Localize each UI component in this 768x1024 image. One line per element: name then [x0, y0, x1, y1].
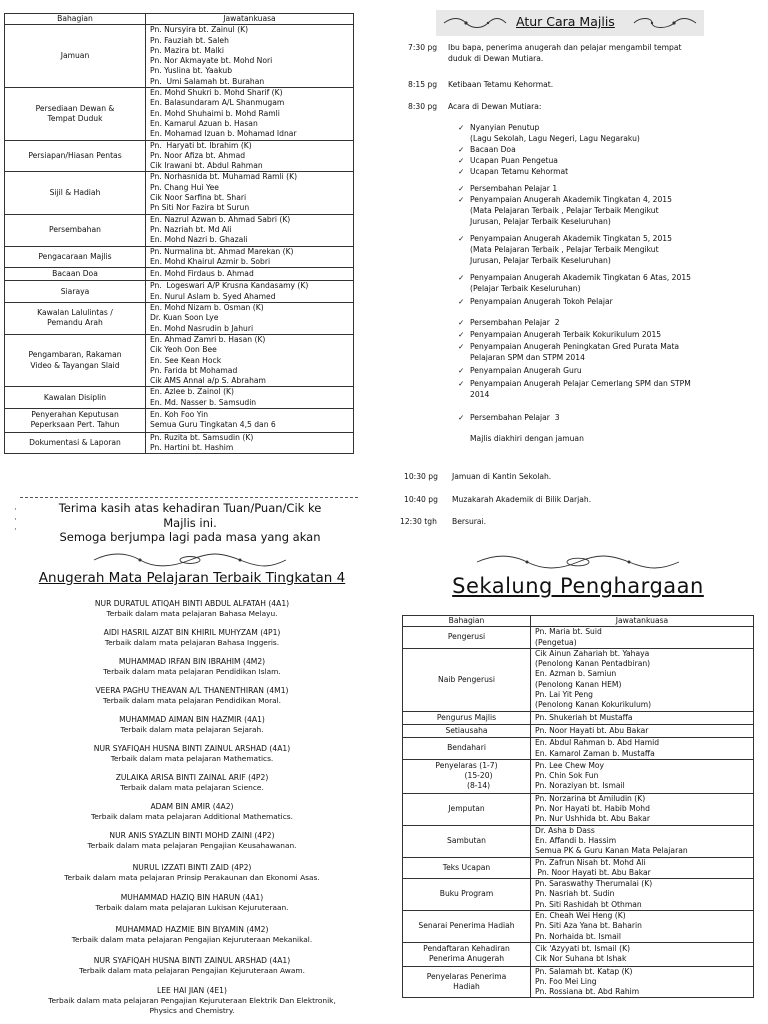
programme-text: Muzakarah Akademik di Bilik Darjah.	[452, 495, 592, 504]
award-description: Terbaik dalam mata pelajaran Science.	[120, 783, 264, 792]
members-cell: Pn. Noor Hayati bt. Abu Bakar	[531, 724, 754, 737]
table-row	[5, 268, 354, 281]
section-cell: Pengambaran, Rakaman Video & Tayangan Slaid	[5, 334, 146, 386]
section-cell: Bacaan Doa	[5, 268, 146, 281]
programme-text: Ketibaan Tetamu Kehormat.	[448, 80, 554, 89]
table-row	[5, 214, 354, 246]
thanks-message	[30, 501, 350, 531]
award-item	[0, 686, 384, 706]
section-cell: Siaraya	[5, 281, 146, 303]
award-recipient: NURUL IZZATI BINTI ZAID (4P2)	[132, 863, 252, 872]
award-recipient: NUR ANIS SYAZLIN BINTI MOHD ZAINI (4P2)	[109, 831, 275, 840]
award-recipient: MUHAMMAD IRFAN BIN IBRAHIM (4M2)	[118, 657, 266, 666]
table-row	[403, 857, 754, 879]
section-cell: Pengurus Majlis	[403, 711, 531, 724]
section-cell: Persiapan/Hiasan Pentas	[5, 140, 146, 172]
section-cell: Sambutan	[403, 825, 531, 857]
table-row	[403, 648, 754, 711]
check-icon: ✓	[458, 145, 465, 154]
table-row	[403, 911, 754, 943]
side-dots: · · ·	[14, 505, 17, 535]
award-item	[0, 802, 384, 822]
awards-title: Anugerah Mata Pelajaran Terbaik Tingkatan 4	[38, 570, 346, 586]
award-description: Terbaik dalam mata pelajaran Pendidikan Moral.	[102, 696, 282, 705]
award-recipient: NUR SYAFIQAH HUSNA BINTI ZAINUL ARSHAD (4A1)	[93, 956, 291, 965]
awards-section	[0, 548, 384, 1024]
column-header: Bahagian	[5, 14, 146, 25]
table-row	[5, 140, 354, 172]
thanks-line: Terima kasih atas kehadiran Tuan/Puan/Cik ke	[58, 501, 322, 515]
award-description: Terbaik dalam mata pelajaran Prinsip Perakaunan dan Ekonomi Asas.	[64, 873, 320, 882]
check-icon: ✓	[458, 234, 465, 243]
table-row	[403, 879, 754, 911]
table-row	[403, 627, 754, 649]
section-cell: Penyerahan Keputusan Peperksaan Pert. Tahun	[5, 408, 146, 432]
table-row	[403, 711, 754, 724]
table-row	[5, 334, 354, 386]
section-cell: Jamuan	[5, 25, 146, 88]
check-icon: ✓	[458, 379, 465, 388]
section-cell: Persembahan	[5, 214, 146, 246]
programme-time: 8:15 pg	[408, 80, 438, 89]
check-icon: ✓	[458, 342, 465, 351]
thanks-line: Majlis ini.	[163, 516, 217, 530]
programme-time: 8:30 pg	[408, 102, 438, 111]
award-item	[0, 744, 384, 764]
award-recipient: LEE HAI JIAN (4E1)	[157, 986, 227, 995]
table-row	[5, 387, 354, 409]
award-description: Terbaik dalam mata pelajaran Pengajian Kejuruteraan Elektrik Dan Elektronik, Physics and Chemistry.	[48, 996, 336, 1015]
award-recipient: NUR SYAFIQAH HUSNA BINTI ZAINUL ARSHAD (4A1)	[93, 744, 291, 753]
award-recipient: ADAM BIN AMIR (4A2)	[150, 802, 234, 811]
members-cell: En. Azlee b. Zainol (K) En. Md. Nasser b. Samsudin	[146, 387, 354, 409]
award-description: Terbaik dalam mata pelajaran Mathematics.	[110, 754, 274, 763]
section-cell: Sijil & Hadiah	[5, 172, 146, 214]
members-cell: En. Cheah Wei Heng (K) Pn. Siti Aza Yana bt. Baharin Pn. Norhaida bt. Ismail	[531, 911, 754, 943]
section-cell: Setiausaha	[403, 724, 531, 737]
programme-text: Bersurai.	[452, 517, 487, 526]
column-header: Bahagian	[403, 616, 531, 627]
programme-text: Ibu bapa, penerima anugerah dan pelajar mengambil tempat duduk di Dewan Mutiara.	[448, 43, 682, 63]
column-header: Jawatankuasa	[531, 616, 754, 627]
dashed-divider	[20, 497, 358, 498]
award-recipient: AIDI HASRIL AIZAT BIN KHIRIL MUHYZAM (4P1)	[103, 628, 281, 637]
check-icon: ✓	[458, 156, 465, 165]
table-row	[5, 408, 354, 432]
table-row	[403, 825, 754, 857]
appreciation-title: Sekalung Penghargaan	[452, 574, 704, 598]
award-description: Terbaik dalam mata pelajaran Sejarah.	[120, 725, 264, 734]
members-cell: Pn. Ruzita bt. Samsudin (K) Pn. Hartini bt. Hashim	[146, 432, 354, 454]
check-icon: ✓	[458, 297, 465, 306]
table-row	[403, 942, 754, 966]
award-item	[0, 831, 384, 851]
award-item	[0, 773, 384, 793]
award-description: Terbaik dalam mata pelajaran Pengajian Keusahawanan.	[87, 841, 297, 850]
award-item	[0, 893, 384, 913]
award-item	[0, 715, 384, 735]
section-cell: Bendahari	[403, 738, 531, 760]
members-cell: En. Ahmad Zamri b. Hasan (K) Cik Yeoh Oon Bee En. See Kean Hock Pn. Farida bt Mohamad Cik AMS Annal a/p S. Abraham	[146, 334, 354, 386]
award-recipient: VEERA PAGHU THEAVAN A/L THANENTHIRAN (4M1)	[95, 686, 289, 695]
check-icon: ✓	[458, 195, 465, 204]
programme-text: Acara di Dewan Mutiara:	[448, 102, 542, 111]
programme-section: Atur Cara Majlis 7:30 pg Ibu bapa, penerima anugerah dan pelajar mengambil tempat duduk di Dewan Mutiara. 8:15 pg Ketibaan Tetamu Kehormat. 8:30 pg Acara di Dewan Mutiara: ✓ Nyanyian Penutup (Lagu Sekolah, Lagu Negeri, Lagu Negaraku) ✓ Bacaan Doa ✓ Ucapan Puan Pengetua ✓ Ucapan Tetamu Kehormat ✓ Persembahan Pelajar 1 ✓ Penyampaian Anugerah Akademik Tingkatan 4, 2015 (Mata Pelajaran Terbaik , Pelajar Terbaik Mengikut Jurusan, Pelajar Terbaik Keseluruhan) ✓ Penyampaian Anugerah Akademik Tingkatan 5, 2015 (Mata Pelajaran Terbaik , Pelajar Terbaik Mengikut Jurusan, Pelajar Terbaik Keseluruhan) ✓ Penyampaian Anugerah Akademik Tingkatan 6 Atas, 2015 (Pelajar Terbaik Keseluruhan) ✓ Penyampaian Anugerah Tokoh Pelajar ✓ Persembahan Pelajar 2 ✓ Penyampaian Anugerah Terbaik Kokurikulum 2015 ✓ Penyampaian Anugerah Peningkatan Gred Purata Mata Pelajaran SPM dan STPM 2014 ✓ Penyampaian Anugerah Guru ✓ Penyampaian Anugerah Pelajar Cemerlang SPM dan STPM 2014 ✓ Persembahan Pelajar 3 Majlis diakhiri dengan jamuan 10:30 pg Jamuan di Kantin Sekolah. 10:40 pg Muzakarah Akademik di Bilik Darjah. 12:30 tgh Bersurai.	[388, 0, 768, 545]
table-row	[5, 88, 354, 140]
award-recipient: NUR DURATUL ATIQAH BINTI ABDUL ALFATAH (4A1)	[94, 599, 290, 608]
members-cell: Pn. Maria bt. Suid (Pengetua)	[531, 627, 754, 649]
award-recipient: MUHAMMAD AIMAN BIN HAZMIR (4A1)	[119, 715, 265, 724]
award-recipient: MUHAMMAD HAZMIE BIN BIYAMIN (4M2)	[115, 925, 269, 934]
award-item	[0, 863, 384, 883]
programme-time: 12:30 tgh	[400, 517, 437, 526]
section-cell: Kawalan Disiplin	[5, 387, 146, 409]
members-cell: Cik Ainun Zahariah bt. Yahaya (Penolong Kanan Pentadbiran) En. Azman b. Samiun (Penolong Kanan HEM) Pn. Lai Yit Peng (Penolong Kanan Kokurikulum)	[531, 648, 754, 711]
members-cell: Pn. Norhasnida bt. Muhamad Ramli (K) Pn. Chang Hui Yee Cik Noor Sarfina bt. Shari Pn Siti Nor Fazira bt Surun	[146, 172, 354, 214]
table-row	[5, 303, 354, 335]
award-item	[0, 956, 384, 976]
award-description: Terbaik dalam mata pelajaran Pengajian Kejuruteraan Awam.	[79, 966, 305, 975]
award-description: Terbaik dalam mata pelajaran Bahasa Melayu.	[106, 609, 278, 618]
members-cell: Pn. Zafrun Nisah bt. Mohd Ali Pn. Noor Hayati bt. Abu Bakar	[531, 857, 754, 879]
section-cell: Pendaftaran Kehadiran Penerima Anugerah	[403, 942, 531, 966]
programme-time: 7:30 pg	[408, 43, 438, 52]
award-description: Terbaik dalam mata pelajaran Bahasa Inggeris.	[104, 638, 280, 647]
committee-section	[0, 0, 384, 545]
table-row	[5, 172, 354, 214]
section-cell: Buku Program	[403, 879, 531, 911]
section-cell: Penyelaras Penerima Hadiah	[403, 966, 531, 998]
members-cell: Pn. Haryati bt. Ibrahim (K) Pn. Noor Afiza bt. Ahmad Cik Irawani bt. Abdul Rahman	[146, 140, 354, 172]
members-cell: Pn. Nurmalina bt. Ahmad Marekan (K) En. Mohd Khairul Azmir b. Sobri	[146, 246, 354, 268]
section-cell: Persediaan Dewan & Tempat Duduk	[5, 88, 146, 140]
members-cell: En. Mohd Nizam b. Osman (K) Dr. Kuan Soon Lye En. Mohd Nasrudin b Jahuri	[146, 303, 354, 335]
members-cell: Pn. Logeswari A/P Krusna Kandasamy (K) En. Nurul Aslam b. Syed Ahamed	[146, 281, 354, 303]
column-header: Jawatankuasa	[146, 14, 354, 25]
section-cell: Senarai Penerima Hadiah	[403, 911, 531, 943]
programme-title: Atur Cara Majlis	[516, 14, 615, 29]
check-icon: ✓	[458, 184, 465, 193]
section-cell: Pengacaraan Majlis	[5, 246, 146, 268]
section-cell: Naib Pengerusi	[403, 648, 531, 711]
check-icon: ✓	[458, 318, 465, 327]
members-cell: Dr. Asha b Dass En. Affandi b. Hassim Semua PK & Guru Kanan Mata Pelajaran	[531, 825, 754, 857]
flourish-divider-icon	[473, 554, 683, 570]
members-cell: En. Abdul Rahman b. Abd Hamid En. Kamarol Zaman b. Mustaffa	[531, 738, 754, 760]
members-cell: En. Koh Foo Yin Semua Guru Tingkatan 4,5 dan 6	[146, 408, 354, 432]
members-cell: Pn. Lee Chew Moy Pn. Chin Sok Fun Pn. Noraziyan bt. Ismail	[531, 759, 754, 793]
flourish-divider-icon	[90, 552, 290, 568]
table-row	[403, 759, 754, 793]
award-item	[0, 599, 384, 619]
check-icon: ✓	[458, 123, 465, 132]
committee-table	[4, 13, 354, 454]
check-icon: ✓	[458, 273, 465, 282]
section-cell: Teks Ucapan	[403, 857, 531, 879]
table-row	[403, 724, 754, 737]
programme-title-box	[436, 10, 704, 36]
members-cell: Pn. Shukeriah bt Mustaffa	[531, 711, 754, 724]
members-cell: En. Mohd Firdaus b. Ahmad	[146, 268, 354, 281]
thanks-line-cut: Semoga berjumpa lagi pada masa yang akan	[59, 530, 321, 544]
award-item	[0, 986, 384, 1016]
members-cell: En. Mohd Shukri b. Mohd Sharif (K) En. Balasundaram A/L Shanmugam En. Mohd Shuhaimi b. Mohd Ramli En. Kamarul Azuan b. Hasan En. Mohamad Izuan b. Mohamad Idnar	[146, 88, 354, 140]
table-header-row	[403, 616, 754, 627]
table-row	[5, 281, 354, 303]
table-row	[403, 966, 754, 998]
members-cell: En. Nazrul Azwan b. Ahmad Sabri (K) Pn. Nazriah bt. Md Ali En. Mohd Nazri b. Ghazali	[146, 214, 354, 246]
check-icon: ✓	[458, 413, 465, 422]
members-cell: Pn. Norzarina bt Amiludin (K) Pn. Nor Hayati bt. Habib Mohd Pn. Nur Ushhida bt. Abu Bakar	[531, 793, 754, 825]
table-header-row	[5, 14, 354, 25]
members-cell: Pn. Salamah bt. Katap (K) Pn. Foo Mei Ling Pn. Rossiana bt. Abd Rahim	[531, 966, 754, 998]
award-recipient: ZULAIKA ARISA BINTI ZAINAL ARIF (4P2)	[115, 773, 269, 782]
award-description: Terbaik dalam mata pelajaran Pendidikan Islam.	[103, 667, 281, 676]
programme-time: 10:40 pg	[404, 495, 438, 504]
table-row	[5, 25, 354, 88]
members-cell: Pn. Nursyira bt. Zainul (K) Pn. Fauziah bt. Saleh Pn. Mazira bt. Malki Pn. Nor Akmayate bt. Mohd Nori Pn. Yuslina bt. Yaakub Pn. Umi Salamah bt. Burahan	[146, 25, 354, 88]
table-row	[403, 738, 754, 760]
check-icon: ✓	[458, 330, 465, 339]
programme-text: Jamuan di Kantin Sekolah.	[452, 472, 552, 481]
award-description: Terbaik dalam mata pelajaran Additional Mathematics.	[90, 812, 294, 821]
section-cell: Jemputan	[403, 793, 531, 825]
award-description: Terbaik dalam mata pelajaran Pengajian Kejuruteraan Mekanikal.	[71, 935, 313, 944]
check-icon: ✓	[458, 167, 465, 176]
appreciation-section	[388, 548, 768, 1024]
award-item	[0, 925, 384, 945]
section-cell: Dokumentasi & Laporan	[5, 432, 146, 454]
section-cell: Pengerusi	[403, 627, 531, 649]
programme-time: 10:30 pg	[404, 472, 438, 481]
flourish-right-icon	[632, 16, 698, 30]
table-row	[5, 432, 354, 454]
section-cell: Penyelaras (1-7) (15-20) (8-14)	[403, 759, 531, 793]
table-row	[5, 246, 354, 268]
section-cell: Kawalan Lalulintas / Pemandu Arah	[5, 303, 146, 335]
members-cell: Cik 'Azyyati bt. Ismail (K) Cik Nor Suhana bt Ishak	[531, 942, 754, 966]
award-item	[0, 657, 384, 677]
flourish-left-icon	[442, 16, 508, 30]
members-cell: Pn. Saraswathy Therumalai (K) Pn. Nasriah bt. Sudin Pn. Siti Rashidah bt Othman	[531, 879, 754, 911]
award-description: Terbaik dalam mata pelajaran Lukisan Kejuruteraan.	[95, 903, 289, 912]
check-icon: ✓	[458, 366, 465, 375]
award-item	[0, 628, 384, 648]
table-row	[403, 793, 754, 825]
appreciation-table	[402, 615, 754, 998]
award-recipient: MUHAMMAD HAZIQ BIN HARUN (4A1)	[120, 893, 264, 902]
